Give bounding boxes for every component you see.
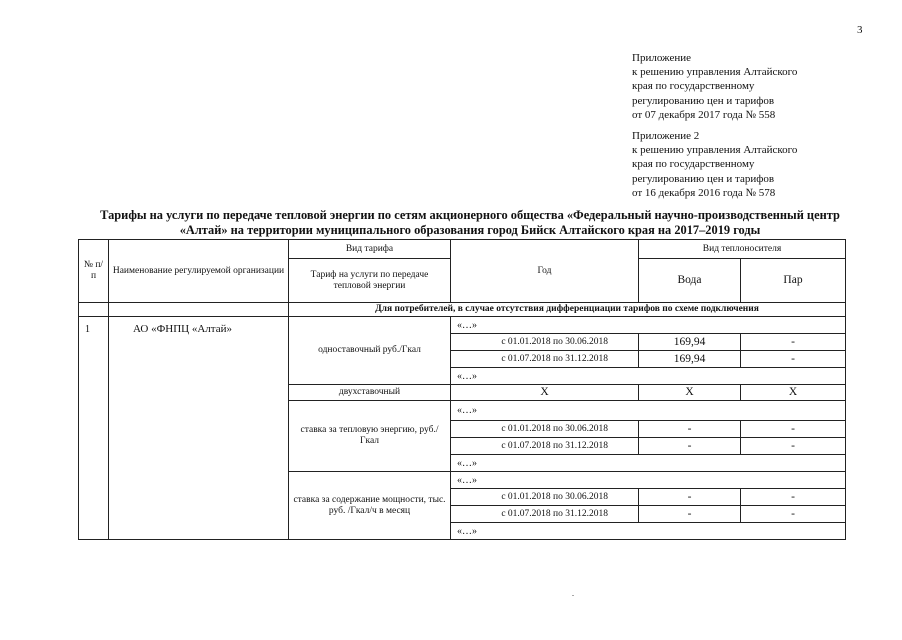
title-line: Тарифы на услуги по передаче тепловой энергии по сетям акционерного общества «Федеральный научно-производственный центр <box>100 208 840 222</box>
appendix-line: края по государственному <box>632 158 755 171</box>
period-cell: с 01.01.2018 по 30.06.2018 <box>451 421 639 438</box>
footer-mark: . <box>572 589 574 598</box>
period-cell: с 01.07.2018 по 31.12.2018 <box>451 438 639 455</box>
energy-rate-label: ставка за тепловую энергию, руб./Гкал <box>289 401 451 472</box>
period-cell: с 01.07.2018 по 31.12.2018 <box>451 351 639 368</box>
header-carrier-kind: Вид теплоносителя <box>639 240 846 259</box>
period-cell: с 01.01.2018 по 30.06.2018 <box>451 334 639 351</box>
appendix-line: регулированию цен и тарифов <box>632 94 775 107</box>
header-tariff-kind: Вид тарифа <box>289 240 451 259</box>
period-cell: с 01.01.2018 по 30.06.2018 <box>451 489 639 506</box>
tariff-table <box>78 239 846 540</box>
header-steam: Пар <box>741 259 846 303</box>
steam-value: - <box>741 334 846 351</box>
header-org-name: Наименование регулируемой организации <box>109 240 289 303</box>
two-part-steam: Х <box>741 385 846 401</box>
appendix-line: Приложение 2 <box>632 130 700 142</box>
steam-value: - <box>741 351 846 368</box>
ellipsis-cell: «…» <box>451 455 846 472</box>
ellipsis-cell: «…» <box>451 472 846 489</box>
two-part-year: Х <box>451 385 639 401</box>
section-num-cell <box>79 303 109 317</box>
steam-value: - <box>741 489 846 506</box>
appendix-line: края по государственному <box>632 80 755 93</box>
appendix-line: от 07 декабря 2017 года № 558 <box>632 108 776 121</box>
ellipsis-cell: «…» <box>451 401 846 421</box>
steam-value: - <box>741 421 846 438</box>
header-water: Вода <box>639 259 741 303</box>
appendix-line: регулированию цен и тарифов <box>632 172 775 185</box>
organization-name: АО «ФНПЦ «Алтай» <box>109 317 289 540</box>
appendix-line: к решению управления Алтайского <box>632 66 798 79</box>
header-tariff-service: Тариф на услуги по передаче тепловой энергии <box>289 259 451 303</box>
water-value: - <box>639 489 741 506</box>
header-num: № п/п <box>79 240 109 303</box>
steam-value: - <box>741 506 846 523</box>
period-cell: с 01.07.2018 по 31.12.2018 <box>451 506 639 523</box>
one-part-label: одноставочный руб./Гкал <box>289 317 451 385</box>
ellipsis-cell: «…» <box>451 523 846 540</box>
water-value: - <box>639 438 741 455</box>
water-value: - <box>639 506 741 523</box>
appendix-line: к решению управления Алтайского <box>632 144 798 157</box>
ellipsis-cell: «…» <box>451 317 846 334</box>
section-org-cell <box>109 303 289 317</box>
water-value: - <box>639 421 741 438</box>
appendix-1-header <box>632 51 797 122</box>
two-part-water: Х <box>639 385 741 401</box>
document-title <box>70 208 870 238</box>
section-title: Для потребителей, в случае отсутствия дифференциации тарифов по схеме подключения <box>289 303 846 317</box>
appendix-2-header <box>632 129 797 200</box>
steam-value: - <box>741 438 846 455</box>
water-value: 169,94 <box>639 351 741 368</box>
appendix-line: Приложение <box>632 52 692 64</box>
ellipsis-cell: «…» <box>451 368 846 385</box>
row-number: 1 <box>79 317 109 540</box>
water-value: 169,94 <box>639 334 741 351</box>
header-year: Год <box>451 240 639 303</box>
appendix-line: от 16 декабря 2016 года № 578 <box>632 186 776 199</box>
two-part-label: двухставочный <box>289 385 451 401</box>
page-number: 3 <box>857 24 863 36</box>
capacity-rate-label: ставка за содержание мощности, тыс. руб. /Гкал/ч в месяц <box>289 472 451 540</box>
title-line: «Алтай» на территории муниципального образования город Бийск Алтайского края на 2017–2019 годы <box>179 223 761 237</box>
